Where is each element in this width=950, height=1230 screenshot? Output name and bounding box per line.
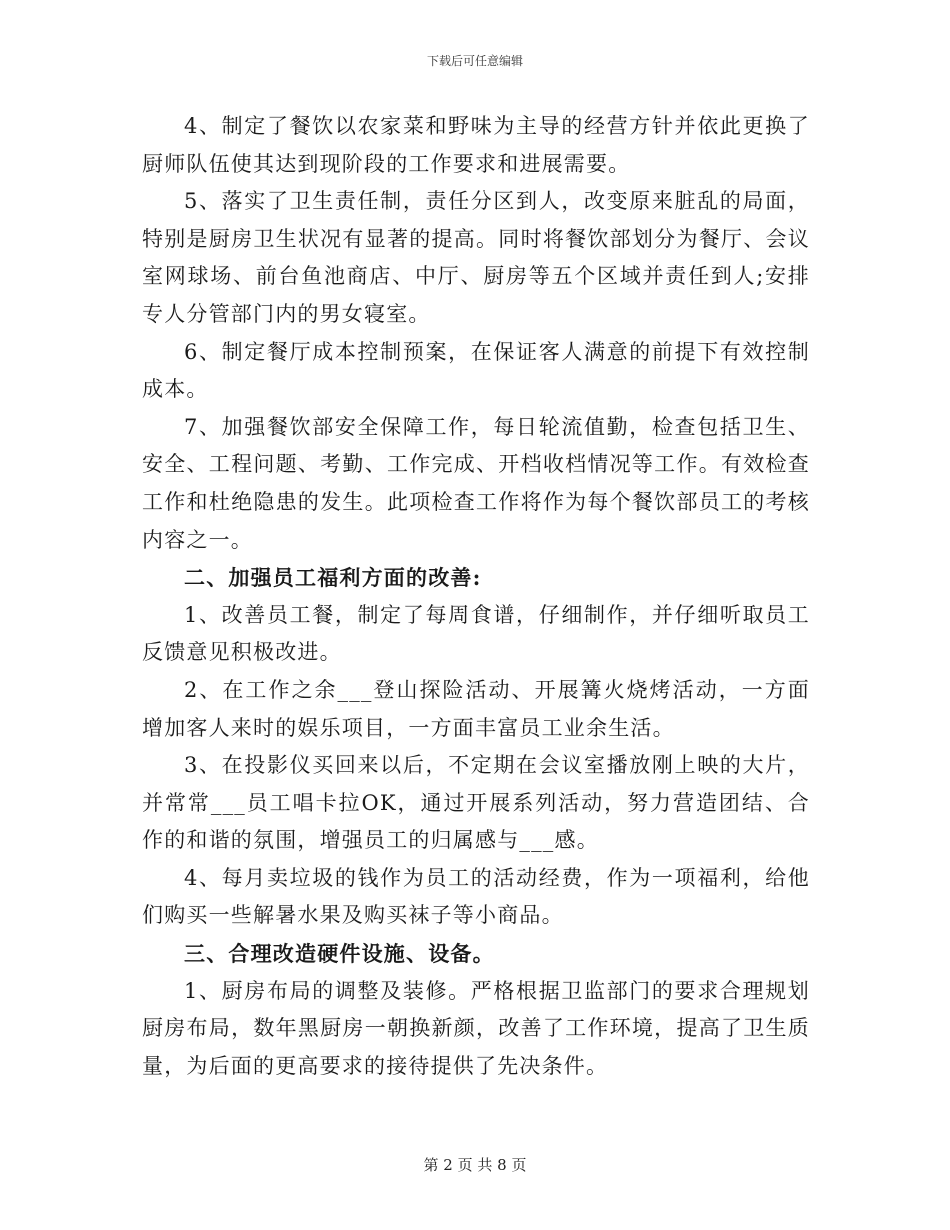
paragraph-welfare-3-projector: 3、在投影仪买回来以后，不定期在会议室播放刚上映的大片，并常常___员工唱卡拉OK，通过开展系列活动，努力营造团结、合作的和谐的氛围，增强员工的归属感与___感。: [142, 753, 810, 853]
paragraph-item-7-safety: 7、加强餐饮部安全保障工作，每日轮流值勤，检查包括卫生、安全、工程问题、考勤、工作完成、开档收档情况等工作。有效检查工作和杜绝隐患的发生。此项检查工作将作为每个餐饮部员工的考核内容之一。: [142, 414, 810, 552]
paragraph-facilities-1-kitchen-layout: 1、厨房布局的调整及装修。严格根据卫监部门的要求合理规划厨房布局，数年黑厨房一朝换新颜，改善了工作环境，提高了卫生质量，为后面的更高要求的接待提供了先决条件。: [142, 978, 810, 1078]
paragraph-welfare-2-activities: 2、在工作之余___登山探险活动、开展篝火烧烤活动，一方面增加客人来时的娱乐项目，一方面丰富员工业余生活。: [142, 677, 810, 740]
paragraph-item-6-cost-control: 6、制定餐厅成本控制预案，在保证客人满意的前提下有效控制成本。: [142, 339, 810, 402]
page-header: 下载后可任意编辑: [426, 54, 523, 68]
paragraph-welfare-1-staff-meals: 1、改善员工餐，制定了每周食谱，仔细制作，并仔细听取员工反馈意见积极改进。: [142, 602, 810, 665]
paragraph-item-5-hygiene-responsibility: 5、落实了卫生责任制，责任分区到人，改变原来脏乱的局面，特别是厨房卫生状况有显著的提高。同时将餐饮部划分为餐厅、会议室网球场、前台鱼池商店、中厅、厨房等五个区域并责任到人;安排专人分管部门内的男女寝室。: [142, 189, 810, 326]
document-body: [142, 108, 810, 1085]
paragraph-item-4-menu-policy: 4、制定了餐饮以农家菜和野味为主导的经营方针并依此更换了厨师队伍使其达到现阶段的工作要求和进展需要。: [142, 114, 810, 176]
section-heading-welfare: 二、加强员工福利方面的改善:: [184, 565, 482, 591]
section-heading-facilities: 三、合理改造硬件设施、设备。: [184, 941, 495, 967]
page-number: 第 2 页 共 8 页: [423, 1156, 527, 1174]
paragraph-welfare-4-activity-funds: 4、每月卖垃圾的钱作为员工的活动经费，作为一项福利，给他们购买一些解暑水果及购买袜子等小商品。: [142, 865, 810, 928]
